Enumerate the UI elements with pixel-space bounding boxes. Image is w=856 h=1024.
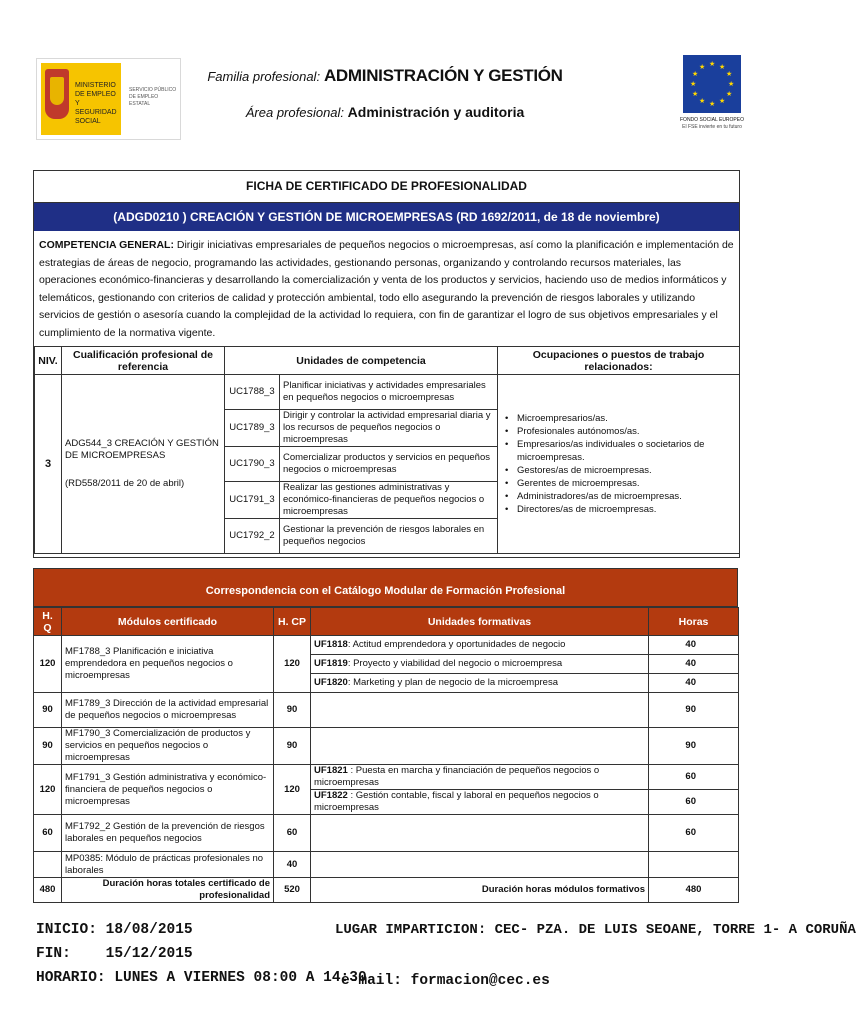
col-niv: NIV. <box>35 347 62 375</box>
module-hq: 90 <box>34 693 62 728</box>
fin-date: FIN: 15/12/2015 <box>36 946 193 962</box>
uf-cell <box>311 765 649 790</box>
familia-profesional <box>0 66 770 86</box>
cualificacion-rd: (RD558/2011 de 20 de abril) <box>65 478 185 489</box>
module-name: MF1790_3 Comercialización de productos y servicios en pequeños negocios o microempresas <box>62 728 274 765</box>
col-ocupaciones: Ocupaciones o puestos de trabajo relacionados: <box>498 347 740 375</box>
uf-code: UF1822 <box>314 790 348 801</box>
uf-cell <box>311 655 649 674</box>
uc-code: UC1788_3 <box>225 375 280 410</box>
eu-logo <box>680 55 744 135</box>
area-value: Administración y auditoria <box>347 104 525 120</box>
uf-cell <box>311 674 649 693</box>
uc-text: Comercializar productos y servicios en pequeños negocios o microempresas <box>280 447 498 482</box>
cualificacion-name: ADG544_3 CREACIÓN Y GESTIÓN DE MICROEMPRESAS <box>65 438 219 461</box>
uf-text: : Marketing y plan de negocio de la microempresa <box>347 677 558 688</box>
eu-logo-subtext: El FSE invierte en tu futuro <box>682 124 742 130</box>
module-name: MF1788_3 Planificación e iniciativa emprendedora en pequeños negocios o microempresas <box>62 636 274 693</box>
certificate-code-title: (ADGD0210 ) CREACIÓN Y GESTIÓN DE MICROEMPRESAS (RD 1692/2011, de 18 de noviembre) <box>34 203 739 231</box>
totals-row <box>34 878 739 903</box>
col-hcp: H. CP <box>274 608 311 636</box>
module-hcp: 90 <box>274 728 311 765</box>
competencia-label: COMPETENCIA GENERAL: <box>39 239 174 251</box>
list-item: • Empresarios/as individuales o societarios de microempresas. <box>513 438 736 464</box>
modules-table <box>33 607 739 903</box>
uf-text: : Puesta en marcha y financiación de pequeños negocios o microempresas <box>314 765 600 788</box>
module-hcp: 90 <box>274 693 311 728</box>
module-hq: 60 <box>34 815 62 852</box>
col-unidades-formativas: Unidades formativas <box>311 608 649 636</box>
competencia-general <box>39 237 735 342</box>
list-item: • Administradores/as de microempresas. <box>513 490 736 503</box>
module-hours <box>649 852 739 878</box>
uf-hours: 60 <box>649 790 739 815</box>
module-hcp: 60 <box>274 815 311 852</box>
area-label: Área profesional: <box>245 105 345 120</box>
total-hq: 480 <box>34 878 62 903</box>
uc-text: Planificar iniciativas y actividades empresariales en pequeños negocios o microempresas <box>280 375 498 410</box>
uc-code: UC1790_3 <box>225 447 280 482</box>
list-item: • Directores/as de microempresas. <box>513 503 736 516</box>
uf-cell-empty <box>311 693 649 728</box>
col-horas: Horas <box>649 608 739 636</box>
area-profesional <box>0 104 770 120</box>
module-hours: 90 <box>649 728 739 765</box>
table-row <box>34 636 739 655</box>
uf-code: UF1820 <box>314 677 348 688</box>
module-hcp: 40 <box>274 852 311 878</box>
formative-hours: 480 <box>649 878 739 903</box>
occupations-list <box>501 412 736 516</box>
table-row <box>34 815 739 852</box>
module-name: MP0385: Módulo de prácticas profesionales no laborales <box>62 852 274 878</box>
uc-text: Dirigir y controlar la actividad empresarial diaria y los recursos de pequeños negocios o microempresas <box>280 410 498 447</box>
uf-cell-empty <box>311 728 649 765</box>
familia-label: Familia profesional: <box>207 69 321 84</box>
uc-code: UC1789_3 <box>225 410 280 447</box>
module-hcp: 120 <box>274 765 311 815</box>
uf-text: : Gestión contable, fiscal y laboral en pequeños negocios o microempresas <box>314 790 599 813</box>
correspondence-section <box>33 568 738 903</box>
uf-code: UF1819 <box>314 658 348 669</box>
inicio-date: INICIO: 18/08/2015 <box>36 922 193 938</box>
col-cualificacion: Cualificación profesional de referencia <box>62 347 225 375</box>
uf-hours: 40 <box>649 636 739 655</box>
uf-cell <box>311 636 649 655</box>
uc-text: Realizar las gestiones administrativas y económico-financieras de pequeños negocios o microempresas <box>280 482 498 519</box>
table-row <box>34 693 739 728</box>
qualification-table <box>34 346 740 554</box>
module-hq: 120 <box>34 636 62 693</box>
col-unidades: Unidades de competencia <box>225 347 498 375</box>
uf-hours: 40 <box>649 655 739 674</box>
total-hcp: 520 <box>274 878 311 903</box>
ministry-logo-text: MINISTERIO DE EMPLEO Y SEGURIDAD SOCIAL <box>75 82 117 125</box>
table-row <box>34 728 739 765</box>
module-name: MF1791_3 Gestión administrativa y económico-financiera de pequeños negocios o microempresas <box>62 765 274 815</box>
ministry-logo-subtext: SERVICIO PÚBLICO DE EMPLEO ESTATAL <box>129 87 177 107</box>
correspondence-title: Correspondencia con el Catálogo Modular de Formación Profesional <box>33 568 738 607</box>
certificate-box <box>33 170 740 558</box>
formative-label: Duración horas módulos formativos <box>311 878 649 903</box>
col-modulos: Módulos certificado <box>62 608 274 636</box>
uf-cell-empty <box>311 815 649 852</box>
uc-code: UC1792_2 <box>225 519 280 554</box>
list-item: • Gerentes de microempresas. <box>513 477 736 490</box>
occupations-cell <box>498 375 740 554</box>
email: e-mail: formacion@cec.es <box>341 973 550 989</box>
table-row <box>35 375 740 410</box>
cualificacion-cell <box>62 375 225 554</box>
list-item: • Profesionales autónomos/as. <box>513 425 736 438</box>
table-row <box>34 765 739 790</box>
uf-text: : Proyecto y viabilidad del negocio o microempresa <box>347 658 563 669</box>
eu-flag-icon: ★ ★ ★ ★ ★ ★ ★ ★ ★ ★ ★ ★ <box>683 55 741 113</box>
uf-cell <box>311 790 649 815</box>
module-hours: 90 <box>649 693 739 728</box>
module-hq: 90 <box>34 728 62 765</box>
qualification-header-row <box>35 347 740 375</box>
uc-code: UC1791_3 <box>225 482 280 519</box>
table-row <box>34 852 739 878</box>
module-hq <box>34 852 62 878</box>
module-name: MF1792_2 Gestión de la prevención de riesgos laborales en pequeños negocios <box>62 815 274 852</box>
certificate-title: FICHA DE CERTIFICADO DE PROFESIONALIDAD <box>34 171 739 203</box>
module-hcp: 120 <box>274 636 311 693</box>
competencia-text: Dirigir iniciativas empresariales de pequeños negocios o microempresas, así como la planificación e implementación de estrategias de áreas de negocio, programando las actividades, gestionando personas, organizando y controlando recursos materiales, las operaciones económico-financieras y desarrollando la comercialización y venta de los productos y servicios, haciendo uso de medios informáticos y telemáticos, gestionando con criterios de calidad y protección ambiental, todo ello asegurando la prevención de riesgos laborales y utilizando servicios de gestión o asesoría cuando la complejidad de la actividad lo requiera, con fin de garantizar el logro de sus objetivos empresariales y el cumplimiento de la normativa vigente. <box>39 239 734 339</box>
list-item: • Gestores/as de microempresas. <box>513 464 736 477</box>
familia-value: ADMINISTRACIÓN Y GESTIÓN <box>323 66 563 85</box>
col-hq: H. Q <box>34 608 62 636</box>
uf-hours: 40 <box>649 674 739 693</box>
eu-logo-text: FONDO SOCIAL EUROPEO <box>680 117 744 123</box>
lugar-imparticion: LUGAR IMPARTICION: CEC- PZA. DE LUIS SEOANE, TORRE 1- A CORUÑA <box>335 922 856 938</box>
uf-text: : Actitud emprendedora y oportunidades de negocio <box>347 639 566 650</box>
uf-code: UF1821 <box>314 765 348 776</box>
uf-cell-empty <box>311 852 649 878</box>
module-hours: 60 <box>649 815 739 852</box>
module-hq: 120 <box>34 765 62 815</box>
horario: HORARIO: LUNES A VIERNES 08:00 A 14:30 <box>36 970 367 986</box>
module-name: MF1789_3 Dirección de la actividad empresarial de pequeños negocios o microempresas <box>62 693 274 728</box>
uf-code: UF1818 <box>314 639 348 650</box>
nivel-value: 3 <box>35 375 62 554</box>
list-item: • Microempresarios/as. <box>513 412 736 425</box>
uf-hours: 60 <box>649 765 739 790</box>
uc-text: Gestionar la prevención de riesgos laborales en pequeños negocios <box>280 519 498 554</box>
total-label: Duración horas totales certificado de profesionalidad <box>62 878 274 903</box>
modules-header-row <box>34 608 739 636</box>
